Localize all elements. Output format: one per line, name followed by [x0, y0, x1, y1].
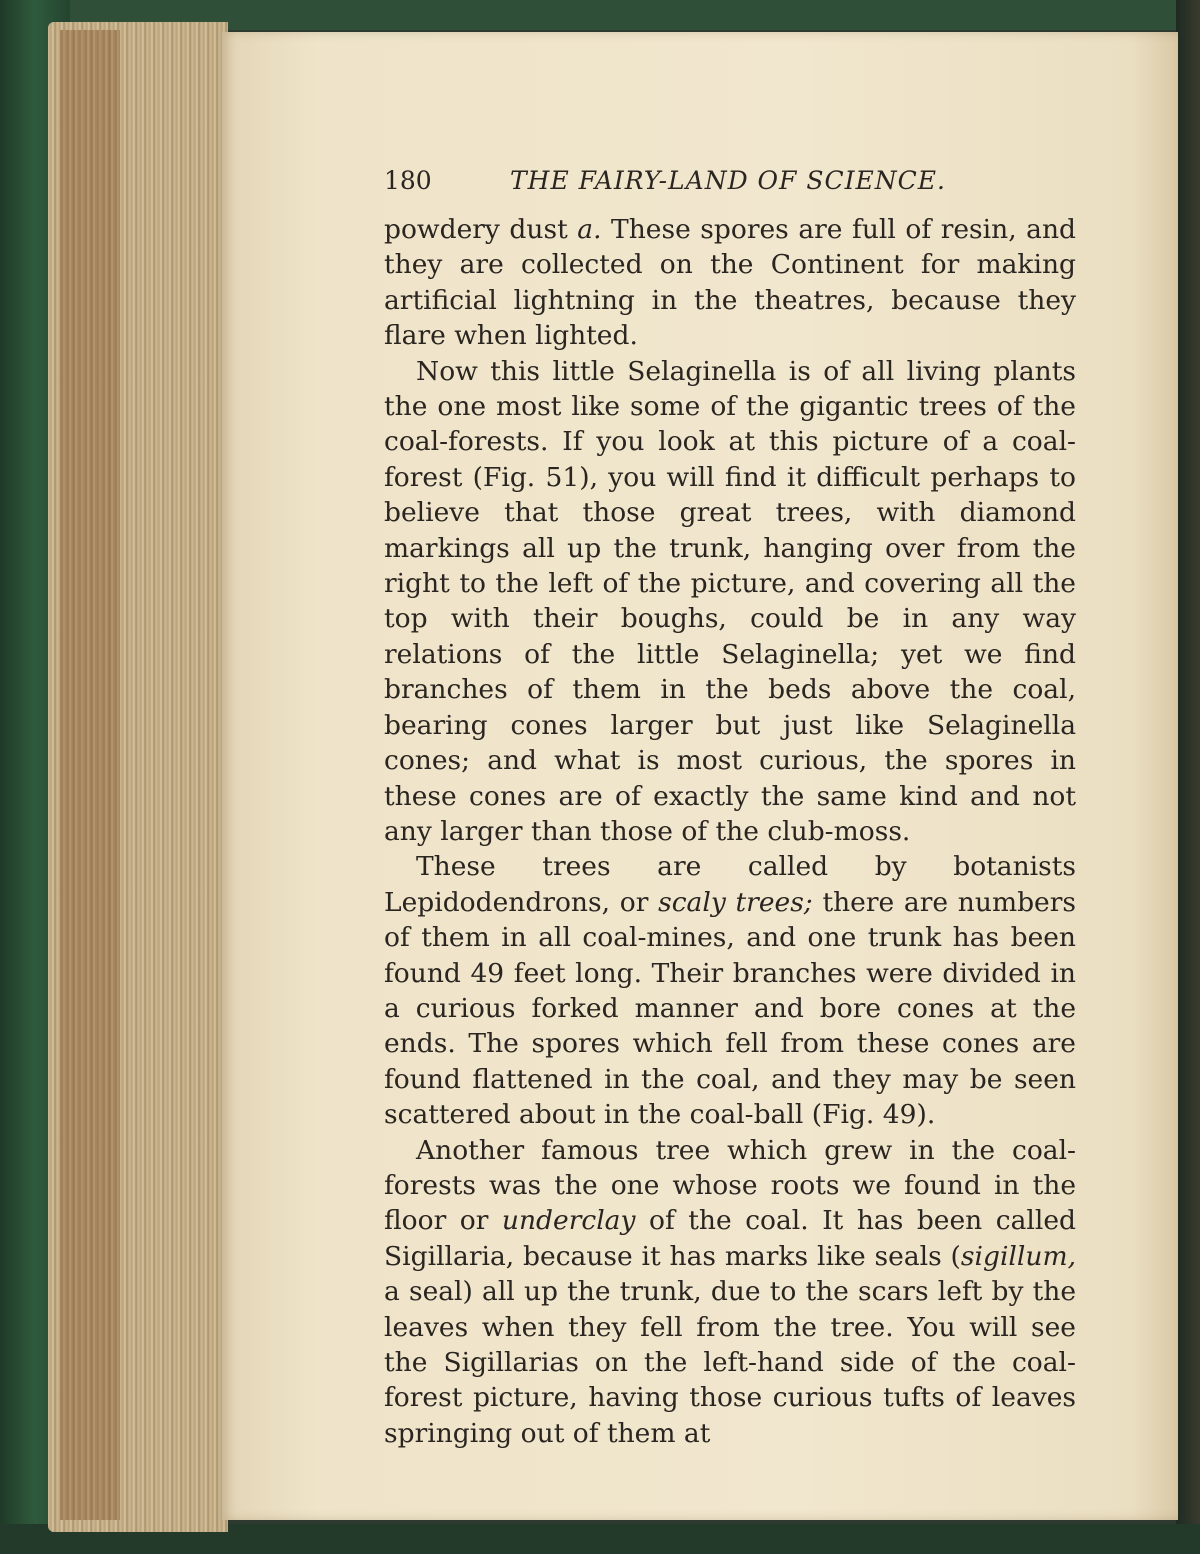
page-edges-shadow [60, 30, 120, 1520]
paragraph-1-italic: a. [577, 214, 602, 245]
paragraph-4 [384, 1133, 1076, 1452]
page-content [384, 162, 1076, 1451]
running-title: THE FAIRY-LAND OF SCIENCE. [510, 166, 946, 195]
paragraph-4-italic-a: underclay [501, 1205, 636, 1237]
paragraph-2 [384, 354, 1076, 850]
paragraph-4-italic-b: sigillum, [960, 1240, 1076, 1272]
paragraph-3 [384, 849, 1076, 1132]
book-page [222, 32, 1178, 1520]
paragraph-1-text-b: These spores are full of resin, and they are collected on the Continent for making artificial lightning in the theatres, because they flare when lighted. [384, 214, 1076, 352]
paragraph-2-text: Now this little Selaginella is of all living plants the one most like some of the gigantic trees of the coal-forests. If you look at this picture of a coal-forest (Fig. 51), you will find it difficult perhaps to believe that those great trees, with diamond markings all up the trunk, hanging over from the right to the left of the picture, and covering all the top with their boughs, could be in any way relations of the little Selaginella; yet we find branches of them in the beds above the coal, bearing cones larger but just like Selaginella cones; and what is most curious, the spores in these cones are of exactly the same kind and not any larger than those of the club-moss. [384, 355, 1076, 847]
paragraph-4-text-a: Another famous tree which grew in the coal-forests was the one whose roots we found in the floor or [384, 1134, 1076, 1237]
book-cover-right [1176, 0, 1200, 1554]
paragraph-3-text-b: there are numbers of them in all coal-mines, and one trunk has been found 49 feet long. Their branches were divided in a curious forked manner and bore cones at the ends. The spores which fell from these cones are found flattened in the coal, and they may be seen scattered about in the coal-ball (Fig. 49). [384, 886, 1076, 1131]
paragraph-1 [384, 212, 1076, 354]
paragraph-1-text-a: powdery dust [384, 214, 578, 245]
paragraph-4-text-b: of the coal. It has been called Sigillaria, because it has marks like seals ( [384, 1205, 1076, 1272]
paragraph-3-italic: scaly trees; [658, 886, 813, 918]
running-header [384, 162, 1076, 202]
page-number: 180 [384, 166, 432, 195]
paragraph-4-text-c: a seal) all up the trunk, due to the scars left by the leaves when they fell from the tree. You will see the Sigillarias on the left-hand side of the coal-forest picture, having those curious tufts of leaves springing out of them at [384, 1276, 1076, 1449]
paragraph-3-text-a: These trees are called by botanists Lepidodendrons, or [384, 851, 1076, 918]
